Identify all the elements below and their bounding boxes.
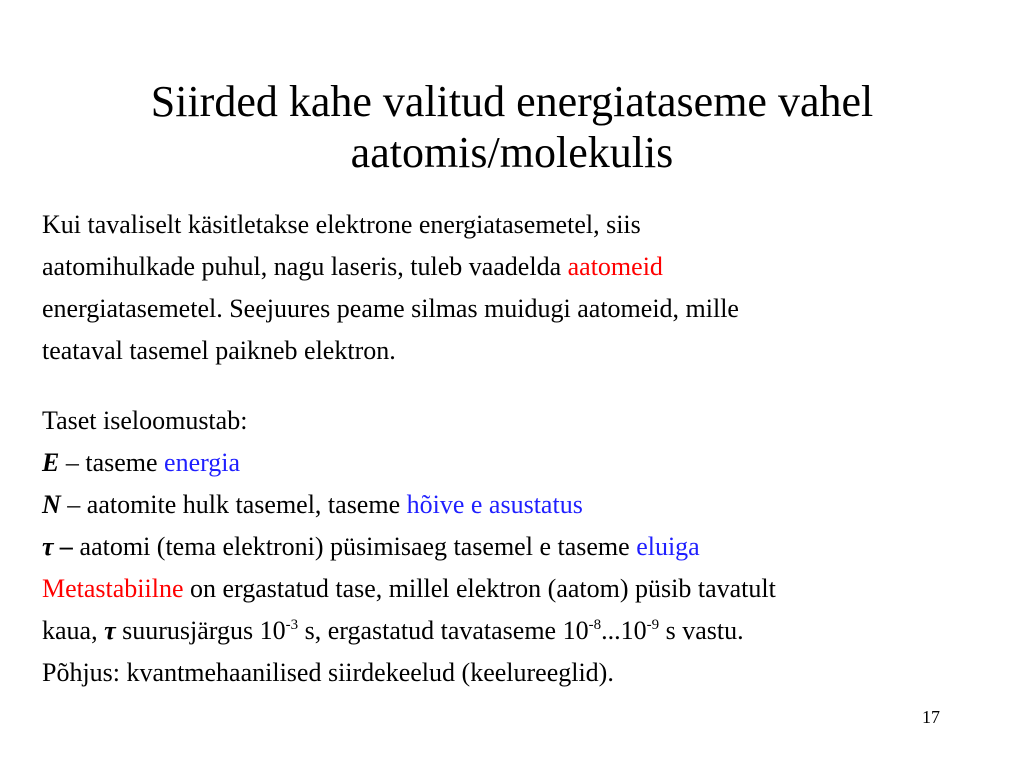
meta-text-d: ...10	[601, 616, 647, 645]
symbol-E: E	[42, 448, 60, 477]
exponent-2: -8	[588, 617, 602, 633]
symbol-tau: τ –	[42, 532, 74, 561]
exponent-1: -3	[285, 617, 299, 633]
title-line-2: aatomis/molekulis	[350, 128, 674, 177]
population-line-text: – aatomite hulk tasemel, taseme	[60, 490, 407, 519]
metastable-line-1-text: on ergastatud tase, millel elektron (aatom) püsib tavatult	[183, 574, 776, 603]
highlight-eluiga: eluiga	[636, 532, 700, 561]
intro-line-2	[42, 246, 1012, 288]
metastable-line-2	[42, 610, 1012, 652]
energy-line-text: – taseme	[59, 448, 165, 477]
slide-title	[40, 76, 984, 178]
intro-line-3: energiatasemetel. Seejuures peame silmas muidugi aatomeid, mille	[42, 294, 739, 323]
highlight-hoive: hõive e asustatus	[406, 490, 583, 519]
reason-line: Põhjus: kvantmehaanilised siirdekeelud (keelureeglid).	[42, 658, 614, 687]
highlight-aatomeid: aatomeid	[567, 252, 663, 281]
slide-body	[42, 204, 1012, 694]
meta-text-e: s vastu.	[659, 616, 744, 645]
page-number: 17	[922, 707, 940, 727]
meta-text-b: suurusjärgus 10	[115, 616, 286, 645]
paragraph-gap	[42, 372, 1012, 400]
population-line	[42, 484, 1012, 526]
intro-line-2-text: aatomihulkade puhul, nagu laseris, tuleb vaadelda	[42, 252, 568, 281]
symbol-N: N	[42, 490, 61, 519]
meta-text-a: kaua,	[42, 616, 105, 645]
highlight-energia: energia	[164, 448, 241, 477]
lifetime-line-text: aatomi (tema elektroni) püsimisaeg tasemel e taseme	[73, 532, 637, 561]
metastable-line-1	[42, 568, 1012, 610]
title-line-1: Siirded kahe valitud energiataseme vahel	[150, 77, 874, 126]
exponent-3: -9	[646, 617, 660, 633]
energy-line	[42, 442, 1012, 484]
intro-line-4: teataval tasemel paikneb elektron.	[42, 336, 396, 365]
lifetime-line	[42, 526, 1012, 568]
levels-heading: Taset iseloomustab:	[42, 406, 248, 435]
highlight-metastabiilne: Metastabiilne	[42, 574, 184, 603]
symbol-tau-2: τ	[104, 616, 116, 645]
intro-line-1: Kui tavaliselt käsitletakse elektrone energiatasemetel, siis	[42, 210, 641, 239]
meta-text-c: s, ergastatud tavataseme 10	[298, 616, 589, 645]
